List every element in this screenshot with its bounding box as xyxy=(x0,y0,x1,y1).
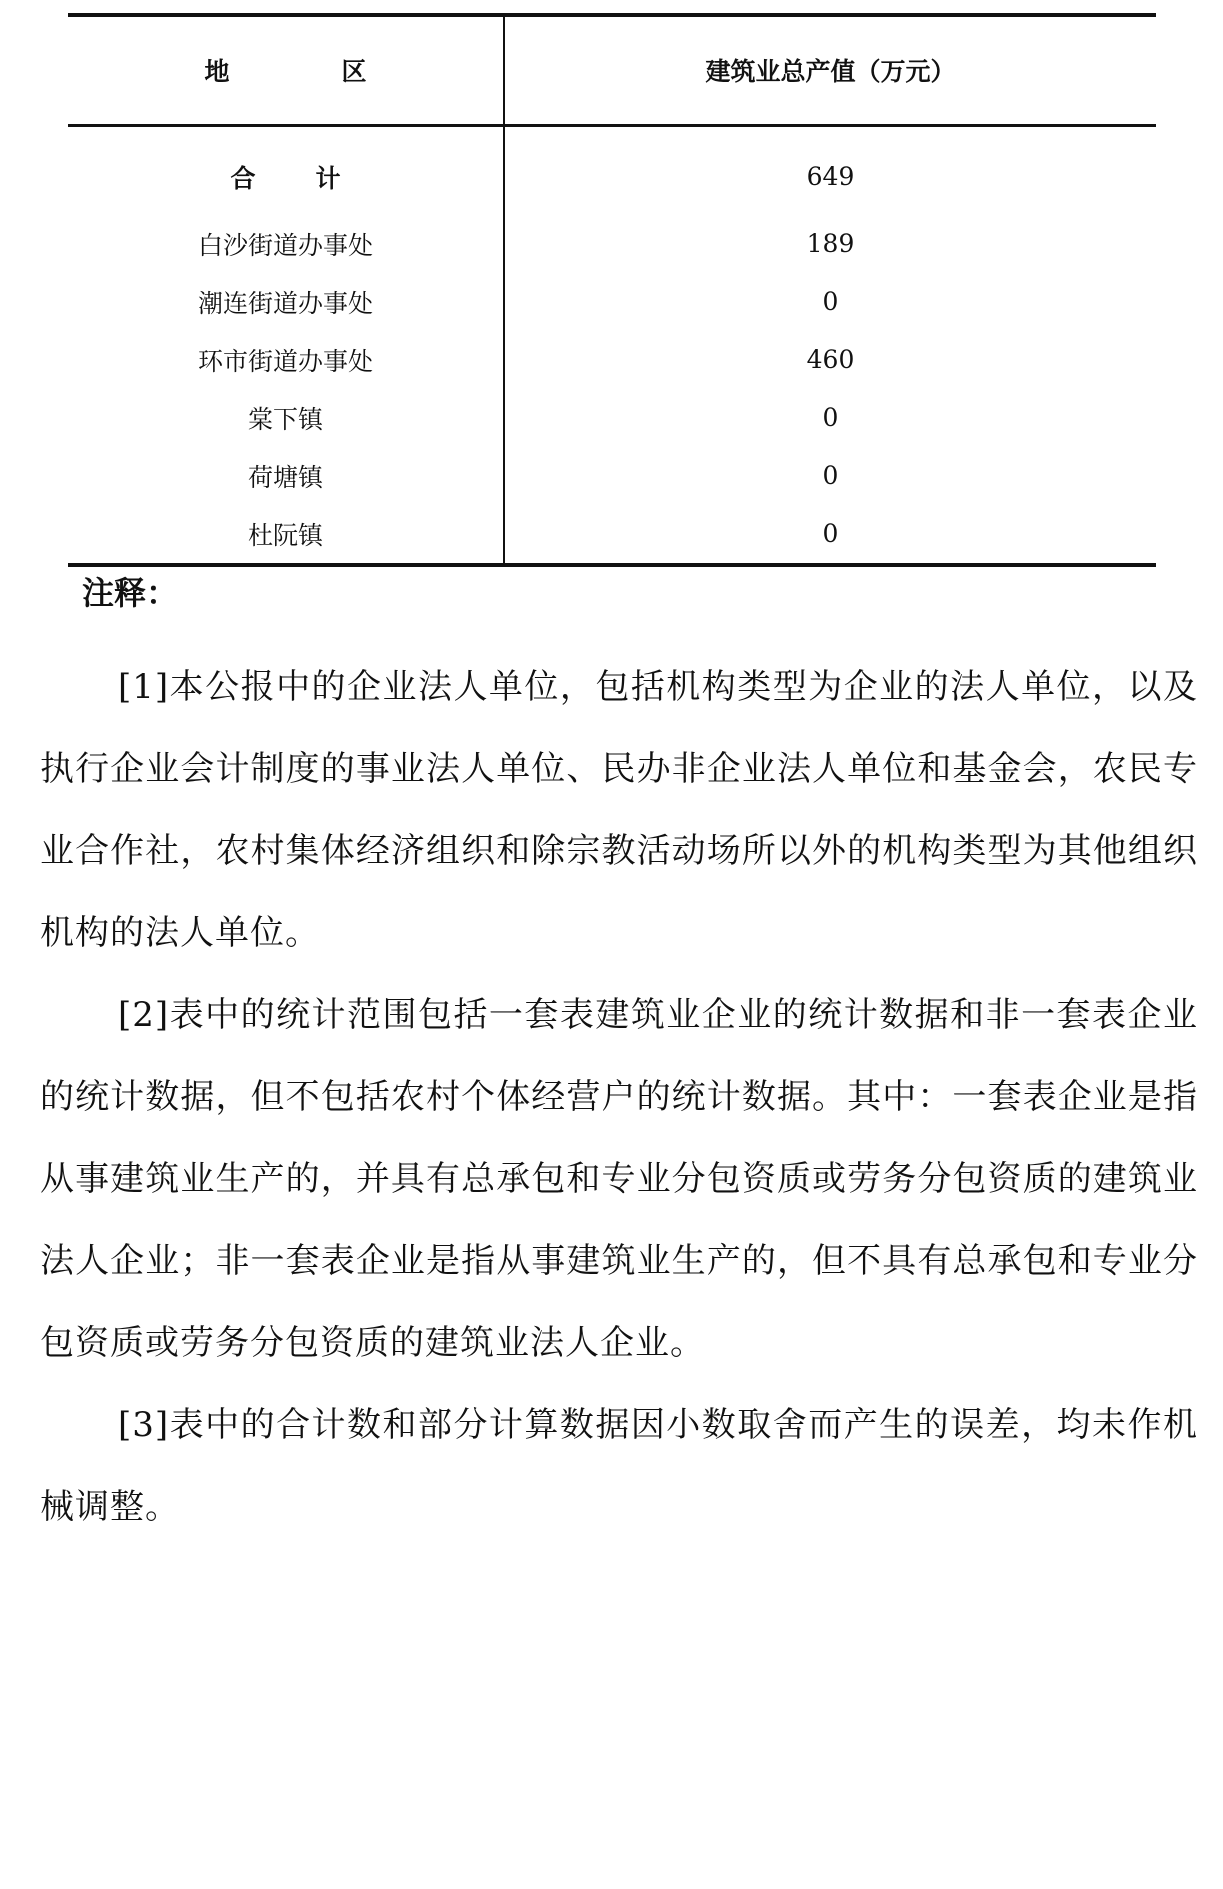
table-body xyxy=(68,125,1156,565)
region-cell: 白沙街道办事处 xyxy=(68,215,504,273)
table-row xyxy=(68,215,1156,273)
header-value: 建筑业总产值（万元） xyxy=(705,57,956,87)
value-cell: 0 xyxy=(822,461,839,490)
construction-output-table xyxy=(68,13,1156,567)
note-paragraph-2: [2]表中的统计范围包括一套表建筑业企业的统计数据和非一套表企业的统计数据，但不包括农村个体经营户的统计数据。其中：一套表企业是指从事建筑业生产的，并具有总承包和专业分包资质或劳务分包资质的建筑业法人企业；非一套表企业是指从事建筑业生产的，但不具有总承包和专业分包资质或劳务分包资质的建筑业法人企业。 xyxy=(40,995,1198,1363)
value-cell: 0 xyxy=(822,519,839,548)
note-paragraph-3: [3]表中的合计数和部分计算数据因小数取舍而产生的误差，均未作机械调整。 xyxy=(40,1405,1198,1527)
value-cell-total: 649 xyxy=(806,162,855,191)
notes-section xyxy=(40,646,1198,1548)
note-paragraph-1: [1]本公报中的企业法人单位，包括机构类型为企业的法人单位，以及执行企业会计制度的事业法人单位、民办非企业法人单位和基金会，农民专业合作社，农村集体经济组织和除宗教活动场所以外的机构类型为其他组织机构的法人单位。 xyxy=(40,667,1198,953)
region-cell: 荷塘镇 xyxy=(68,447,504,505)
region-cell: 杜阮镇 xyxy=(68,505,504,565)
region-cell: 环市街道办事处 xyxy=(68,331,504,389)
table-row xyxy=(68,273,1156,331)
region-cell-total: 合计 xyxy=(68,125,504,215)
region-cell: 棠下镇 xyxy=(68,389,504,447)
table-row-total xyxy=(68,125,1156,215)
table-row xyxy=(68,331,1156,389)
value-cell: 460 xyxy=(806,345,855,374)
header-region: 地区 xyxy=(68,15,504,125)
value-cell: 0 xyxy=(822,287,839,316)
table-header xyxy=(68,15,1156,125)
value-cell: 0 xyxy=(822,403,839,432)
value-cell: 189 xyxy=(806,229,855,258)
table-row xyxy=(68,447,1156,505)
table-row xyxy=(68,505,1156,565)
notes-title: 注释： xyxy=(82,574,179,612)
region-cell: 潮连街道办事处 xyxy=(68,273,504,331)
table-row xyxy=(68,389,1156,447)
